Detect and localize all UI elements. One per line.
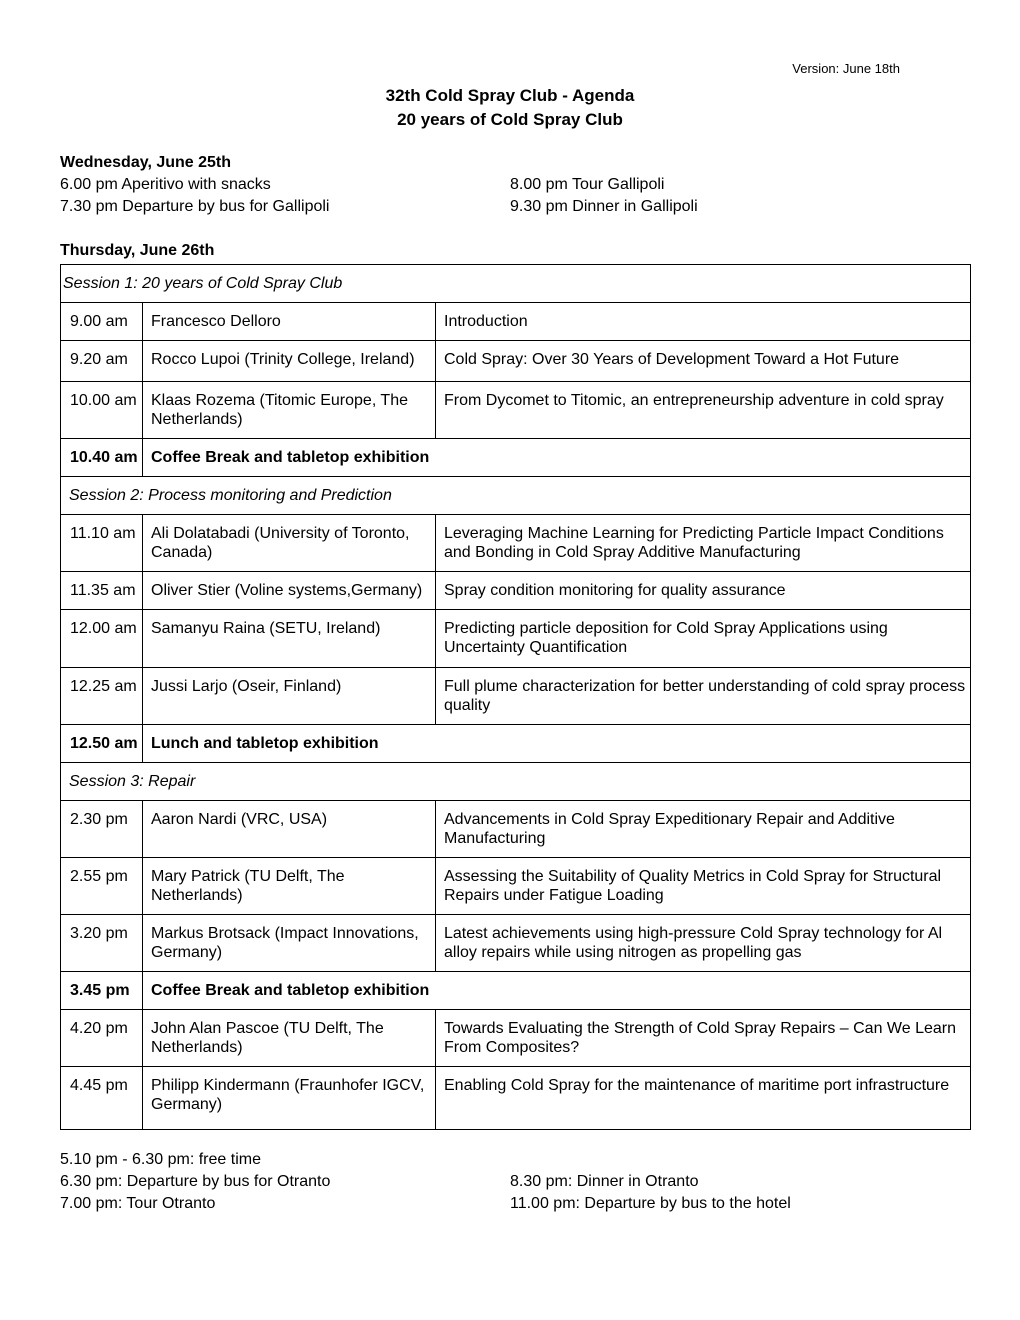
talk-title: Full plume characterization for better understanding of cold spray process quality [436, 668, 971, 725]
talk-speaker: Jussi Larjo (Oseir, Finland) [143, 668, 436, 725]
talk-title: Predicting particle deposition for Cold Spray Applications using Uncertainty Quantification [436, 610, 971, 668]
talk-time: 4.20 pm [61, 1010, 143, 1067]
talk-title: From Dycomet to Titomic, an entrepreneurship adventure in cold spray [436, 382, 971, 439]
break-time: 3.45 pm [61, 972, 143, 1010]
talk-title: Introduction [436, 303, 971, 341]
agenda-row [61, 515, 971, 572]
agenda-row [61, 477, 971, 515]
agenda-row [61, 1067, 971, 1130]
session-heading: Session 2: Process monitoring and Prediction [61, 477, 971, 515]
agenda-row [61, 303, 971, 341]
talk-speaker: Samanyu Raina (SETU, Ireland) [143, 610, 436, 668]
talk-speaker: Ali Dolatabadi (University of Toronto, Canada) [143, 515, 436, 572]
agenda-row [61, 763, 971, 801]
thursday-heading: Thursday, June 26th [60, 242, 215, 259]
talk-title: Latest achievements using high-pressure Cold Spray technology for Al alloy repairs while using nitrogen as propelling gas [436, 915, 971, 972]
talk-title: Advancements in Cold Spray Expeditionary Repair and Additive Manufacturing [436, 801, 971, 858]
break-label: Lunch and tabletop exhibition [143, 725, 971, 763]
break-label: Coffee Break and tabletop exhibition [143, 972, 971, 1010]
talk-time: 2.30 pm [61, 801, 143, 858]
talk-speaker: Markus Brotsack (Impact Innovations, Germany) [143, 915, 436, 972]
agenda-row [61, 668, 971, 725]
title-line-1: 32th Cold Spray Club - Agenda [385, 86, 635, 105]
agenda-row [61, 341, 971, 382]
talk-time: 9.20 am [61, 341, 143, 382]
agenda-row [61, 972, 971, 1010]
talk-time: 2.55 pm [61, 858, 143, 915]
evening-item: 5.10 pm - 6.30 pm: free time [60, 1151, 261, 1168]
agenda-row [61, 610, 971, 668]
break-time: 12.50 am [61, 725, 143, 763]
talk-time: 12.00 am [61, 610, 143, 668]
talk-time: 4.45 pm [61, 1067, 143, 1130]
talk-time: 12.25 am [61, 668, 143, 725]
talk-title: Spray condition monitoring for quality assurance [436, 572, 971, 610]
agenda-row [61, 1010, 971, 1067]
talk-title: Cold Spray: Over 30 Years of Development Toward a Hot Future [436, 341, 971, 382]
talk-speaker: Mary Patrick (TU Delft, The Netherlands) [143, 858, 436, 915]
talk-speaker: Francesco Delloro [143, 303, 436, 341]
wednesday-item: 8.00 pm Tour Gallipoli [510, 176, 665, 193]
evening-item: 8.30 pm: Dinner in Otranto [510, 1173, 699, 1190]
title-line-2: 20 years of Cold Spray Club [397, 110, 623, 129]
talk-title: Leveraging Machine Learning for Predicting Particle Impact Conditions and Bonding in Cold Spray Additive Manufacturing [436, 515, 971, 572]
wednesday-item: 6.00 pm Aperitivo with snacks [60, 176, 271, 193]
talk-speaker: Philipp Kindermann (Fraunhofer IGCV, Germany) [143, 1067, 436, 1130]
wednesday-item: 7.30 pm Departure by bus for Gallipoli [60, 198, 330, 215]
agenda-row [61, 439, 971, 477]
wednesday-item: 9.30 pm Dinner in Gallipoli [510, 198, 698, 215]
wednesday-heading: Wednesday, June 25th [60, 154, 232, 171]
break-time: 10.40 am [61, 439, 143, 477]
agenda-row [61, 801, 971, 858]
agenda-row [61, 858, 971, 915]
talk-title: Assessing the Suitability of Quality Metrics in Cold Spray for Structural Repairs under Fatigue Loading [436, 858, 971, 915]
page-title [0, 84, 1020, 132]
talk-speaker: Oliver Stier (Voline systems,Germany) [143, 572, 436, 610]
evening-item: 7.00 pm: Tour Otranto [60, 1195, 216, 1212]
agenda-table [60, 264, 971, 1130]
version-label: Version: June 18th [792, 61, 900, 76]
agenda-row [61, 572, 971, 610]
talk-time: 11.35 am [61, 572, 143, 610]
talk-time: 11.10 am [61, 515, 143, 572]
talk-time: 10.00 am [61, 382, 143, 439]
talk-title: Towards Evaluating the Strength of Cold Spray Repairs – Can We Learn From Composites? [436, 1010, 971, 1067]
talk-title: Enabling Cold Spray for the maintenance of maritime port infrastructure [436, 1067, 971, 1130]
talk-speaker: Klaas Rozema (Titomic Europe, The Netherlands) [143, 382, 436, 439]
agenda-row [61, 265, 971, 303]
session-heading: Session 3: Repair [61, 763, 971, 801]
break-label: Coffee Break and tabletop exhibition [143, 439, 971, 477]
talk-time: 9.00 am [61, 303, 143, 341]
agenda-row [61, 915, 971, 972]
talk-time: 3.20 pm [61, 915, 143, 972]
evening-item: 6.30 pm: Departure by bus for Otranto [60, 1173, 331, 1190]
agenda-row [61, 725, 971, 763]
talk-speaker: John Alan Pascoe (TU Delft, The Netherlands) [143, 1010, 436, 1067]
talk-speaker: Aaron Nardi (VRC, USA) [143, 801, 436, 858]
talk-speaker: Rocco Lupoi (Trinity College, Ireland) [143, 341, 436, 382]
evening-item: 11.00 pm: Departure by bus to the hotel [510, 1195, 791, 1212]
session-heading: Session 1: 20 years of Cold Spray Club [61, 265, 971, 303]
agenda-row [61, 382, 971, 439]
